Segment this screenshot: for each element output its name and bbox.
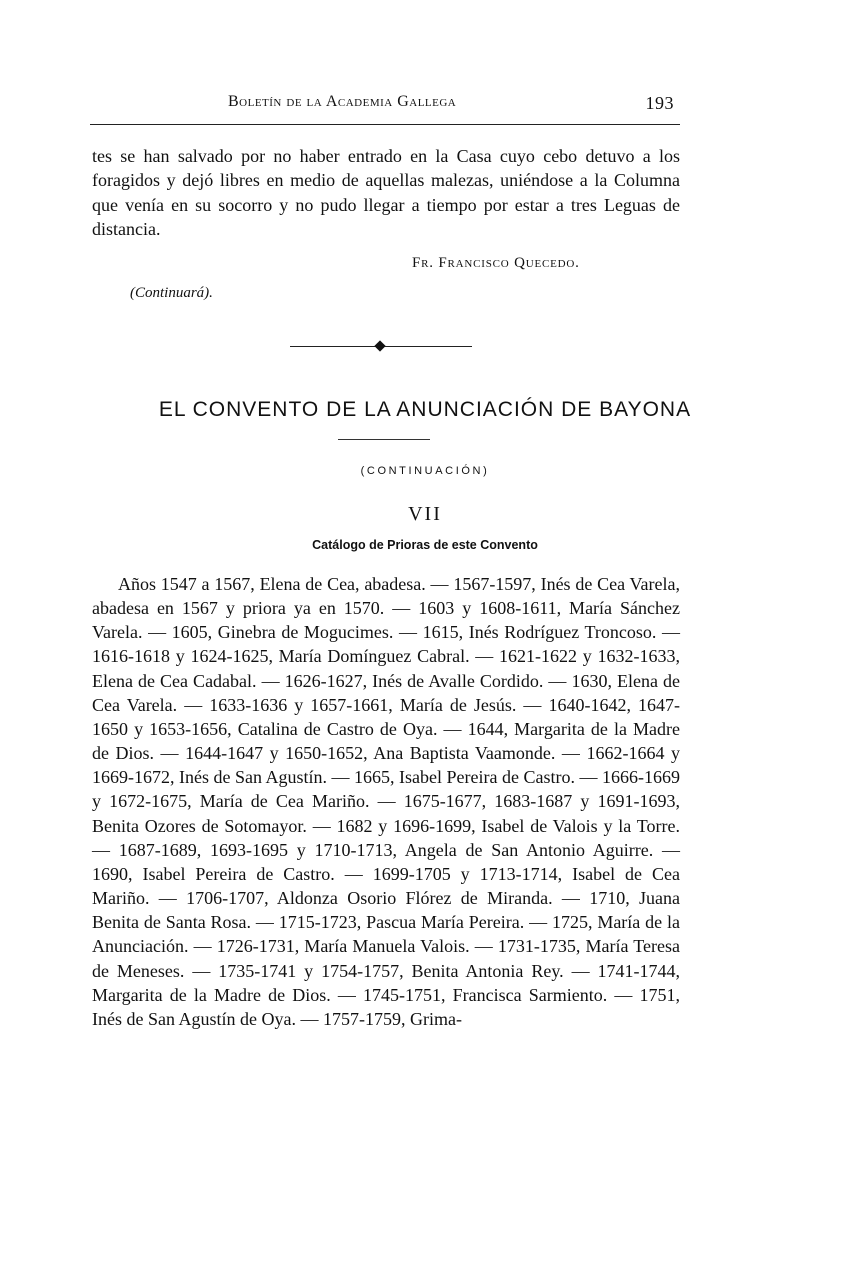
journal-title: Boletín de la Academia Gallega	[228, 93, 457, 110]
chapter-number: VII	[408, 503, 442, 525]
page-number: 193	[645, 93, 674, 113]
continuation-label: (CONTINUACIÓN)	[360, 465, 490, 477]
section-subheading: Catálogo de Prioras de este Convento	[312, 538, 538, 552]
to-be-continued-note: (Continuará).	[130, 285, 213, 301]
header-rule	[90, 124, 680, 125]
section-divider-ornament	[290, 345, 472, 349]
diamond-ornament-icon	[374, 340, 385, 351]
article-title: EL CONVENTO DE LA ANUNCIACIÓN DE BAYONA	[158, 398, 692, 421]
continued-paragraph: tes se han salvado por no haber entrado en la Casa cuyo cebo detuvo a los foragidos y dejó libres en medio de aquellas malezas, uniéndose a la Columna que venía en su socorro y no pudo llegar a tiempo por estar a tres Leguas de distancia.	[92, 146, 680, 240]
prioresses-catalogue-text: Años 1547 a 1567, Elena de Cea, abadesa. — 1567-1597, Inés de Cea Varela, abadesa en 1567 y priora ya en 1570. — 1603 y 1608-1611, María Sánchez Varela. — 1605, Ginebra de Mogucimes. — 1615, Inés Rodríguez Troncoso. — 1616-1618 y 1624-1625, María Domínguez Cabral. — 1621-1622 y 1632-1633, Elena de Cea Cadabal. — 1626-1627, Inés de Avalle Cordido. — 1630, Elena de Cea Varela. — 1633-1636 y 1657-1661, María de Jesús. — 1640-1642, 1647-1650 y 1653-1656, Catalina de Castro de Oya. — 1644, Margarita de la Madre de Dios. — 1644-1647 y 1650-1652, Ana Baptista Vaamonde. — 1662-1664 y 1669-1672, Inés de San Agustín. — 1665, Isabel Pereira de Castro. — 1666-1669 y 1672-1675, María de Cea Mariño. — 1675-1677, 1683-1687 y 1691-1693, Benita Ozores de Sotomayor. — 1682 y 1696-1699, Isabel de Valois y la Torre. — 1687-1689, 1693-1695 y 1710-1713, Angela de San Antonio Aguirre. — 1690, Isabel Pereira de Castro. — 1699-1705 y 1713-1714, Isabel de Cea Mariño. — 1706-1707, Aldonza Osorio Flórez de Miranda. — 1710, Juana Benita de Santa Rosa. — 1715-1723, Pascua María Pereira. — 1725, María de la Anunciación. — 1726-1731, María Manuela Valois. — 1731-1735, María Teresa de Meneses. — 1735-1741 y 1754-1757, Benita Antonia Rey. — 1741-1744, Margarita de la Madre de Dios. — 1745-1751, Francisca Sarmiento. — 1751, Inés de San Agustín de Oya. — 1757-1759, Grima-	[92, 574, 680, 1029]
author-signature: Fr. Francisco Quecedo.	[412, 255, 580, 271]
title-underline-rule	[338, 439, 430, 440]
